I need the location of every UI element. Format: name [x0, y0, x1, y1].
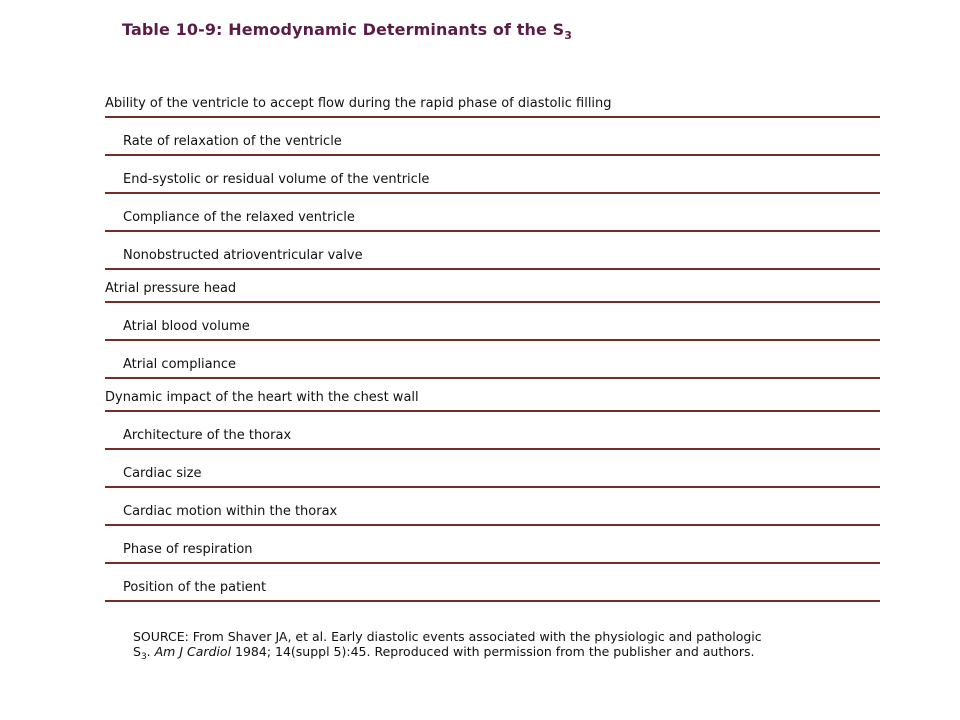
table-row-item: [105, 526, 880, 564]
table-row-item: [105, 488, 880, 526]
row-label: Phase of respiration: [123, 542, 253, 557]
table-row-item: [105, 194, 880, 232]
row-label: Position of the patient: [123, 580, 267, 595]
source-note: [133, 629, 762, 665]
source-journal: Am J Cardiol: [154, 644, 232, 659]
source-citation: 1984; 14(suppl 5):45. Reproduced with permission from the publisher and authors.: [231, 644, 755, 659]
source-s-subscript: 3: [140, 652, 147, 662]
row-label: Compliance of the relaxed ventricle: [123, 210, 355, 225]
table-title-subscript: 3: [564, 29, 572, 42]
determinants-table: [105, 86, 880, 602]
source-s-letter: S: [133, 644, 141, 659]
table-title-text: Table 10-9: Hemodynamic Determinants of the S: [122, 20, 565, 39]
row-label: Cardiac motion within the thorax: [123, 504, 338, 519]
table-row-item: [105, 450, 880, 488]
table-row-group-atrial: [105, 270, 880, 303]
table-row-group-ventricle: [105, 86, 880, 118]
row-label: Nonobstructed atrioventricular valve: [123, 248, 363, 263]
row-label: Architecture of the thorax: [123, 428, 292, 443]
row-label: Ability of the ventricle to accept flow during the rapid phase of diastolic filling: [105, 96, 612, 111]
table-row-item: [105, 156, 880, 194]
table-row-group-dynamic: [105, 379, 880, 412]
row-label: Atrial pressure head: [105, 281, 237, 296]
table-title: [122, 20, 572, 42]
row-label: Dynamic impact of the heart with the chest wall: [105, 390, 419, 405]
table-row-item: [105, 118, 880, 156]
source-period: .: [146, 644, 155, 659]
table-row-item: [105, 412, 880, 450]
row-label: End-systolic or residual volume of the ventricle: [123, 172, 430, 187]
table-row-item: [105, 341, 880, 379]
table-row-item: [105, 232, 880, 270]
table-row-item: [105, 564, 880, 602]
source-line-1: SOURCE: From Shaver JA, et al. Early diastolic events associated with the physiologic and pathologic: [133, 629, 762, 644]
row-label: Atrial blood volume: [123, 319, 250, 334]
row-label: Atrial compliance: [123, 357, 237, 372]
row-label: Cardiac size: [123, 466, 202, 481]
table-row-item: [105, 303, 880, 341]
row-label: Rate of relaxation of the ventricle: [123, 134, 342, 149]
source-line-2: [133, 644, 762, 665]
